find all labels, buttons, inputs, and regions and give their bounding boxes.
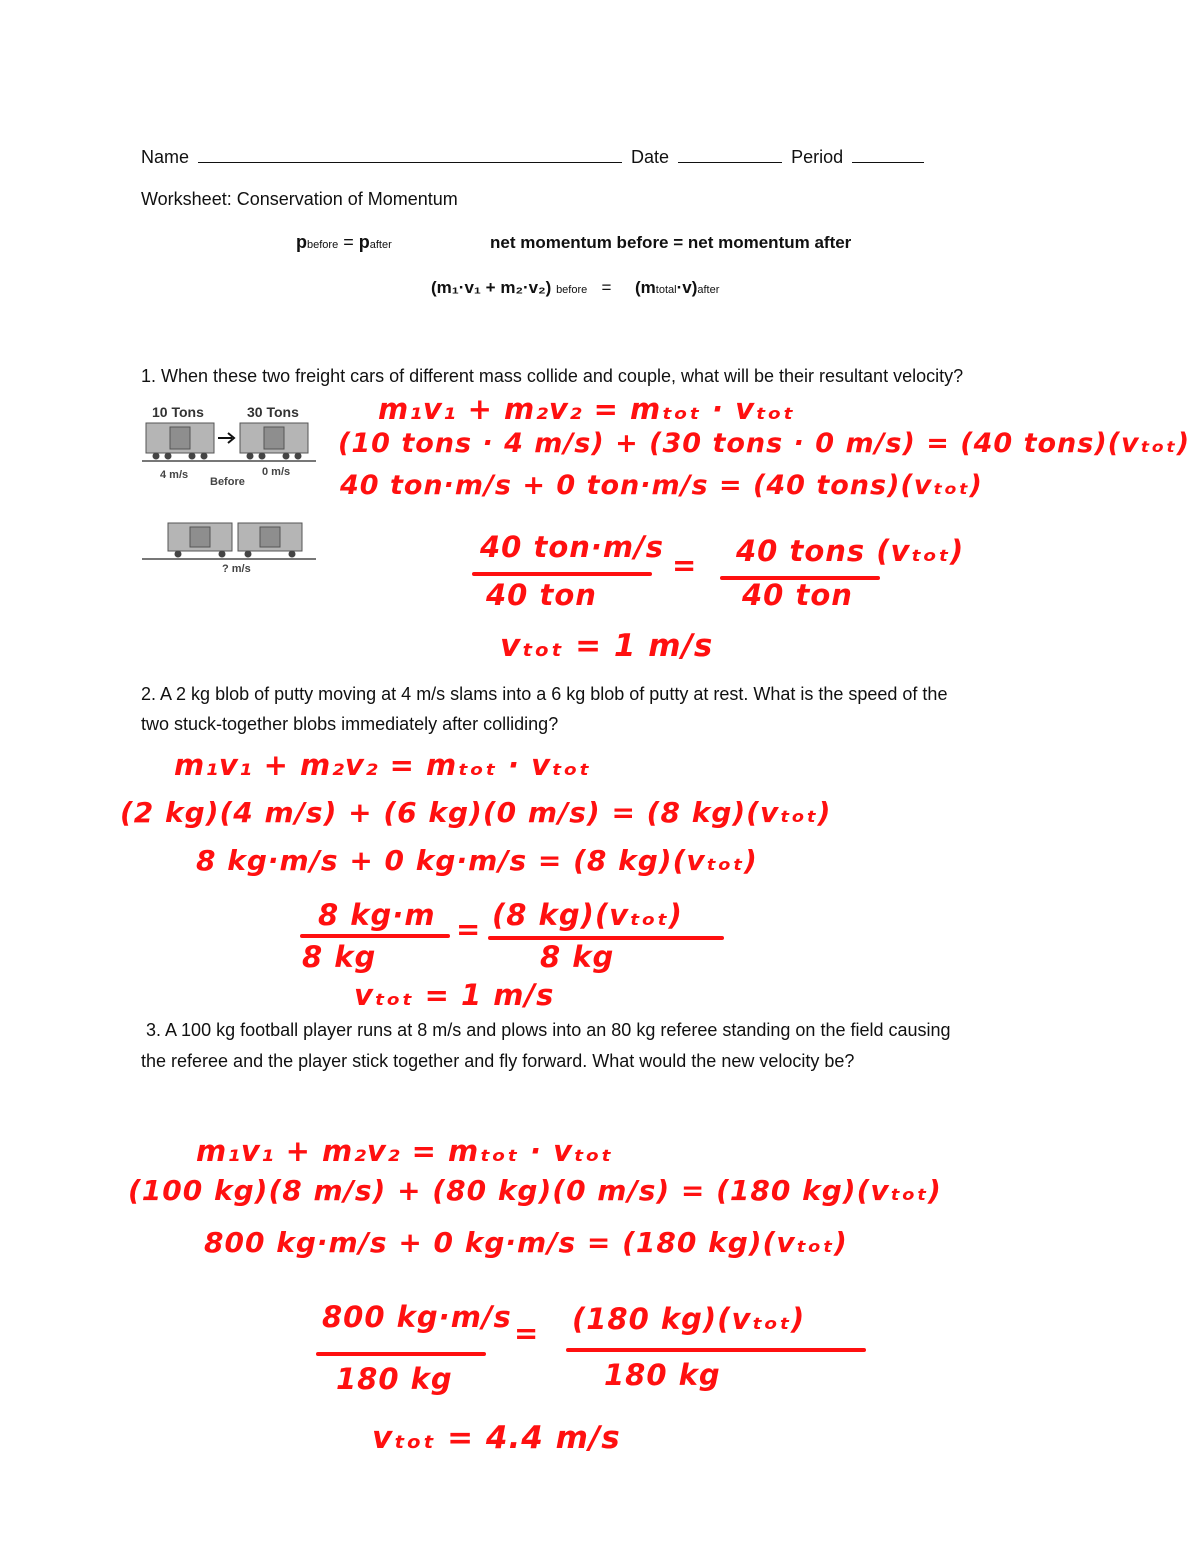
q1-work-line-3: 40 ton·m/s + 0 ton·m/s = (40 tons)(vₜₒₜ): [340, 470, 983, 501]
q2-work-line-1: m₁v₁ + m₂v₂ = mₜₒₜ · vₜₒₜ: [174, 748, 591, 782]
q2-fraction-right-denominator: 8 kg: [540, 940, 615, 974]
question-1: 1. When these two freight cars of different mass collide and couple, what will be their resultant velocity?: [141, 366, 964, 386]
q2-fraction-denominator: 8 kg: [302, 940, 377, 974]
q3-equals: =: [514, 1316, 540, 1350]
q3-fraction-numerator: 800 kg·m/s: [322, 1300, 512, 1334]
car2-mass-label: 30 Tons: [247, 404, 299, 420]
car2-speed-label: 0 m/s: [262, 466, 291, 478]
car2-before: [240, 423, 308, 460]
name-blank[interactable]: [198, 144, 622, 163]
q1-fraction-numerator: 40 ton·m/s: [480, 530, 664, 564]
q1-fraction-bar-left: [472, 572, 652, 576]
header-row: [141, 144, 928, 168]
q2-answer: vₜₒₜ = 1 m/s: [354, 978, 555, 1012]
q3-fraction-bar-left: [316, 1352, 486, 1356]
q2-fraction-numerator: 8 kg·m: [318, 898, 436, 932]
worksheet-title: Worksheet: Conservation of Momentum: [141, 189, 458, 209]
q1-answer: vₜₒₜ = 1 m/s: [500, 628, 714, 664]
equation-formula: (m₁·v₁ + m₂·v₂) before = (mtotal·v)after: [431, 278, 720, 297]
question-2-line-1: 2. A 2 kg blob of putty moving at 4 m/s slams into a 6 kg blob of putty at rest. What is the speed of the: [141, 684, 948, 704]
car1-speed-label: 4 m/s: [160, 469, 189, 481]
question-3-line-1: 3. A 100 kg football player runs at 8 m/s and plows into an 80 kg referee standing on the field causing: [146, 1020, 951, 1040]
q2-work-line-3: 8 kg·m/s + 0 kg·m/s = (8 kg)(vₜₒₜ): [196, 844, 758, 877]
date-label: Date: [631, 147, 670, 167]
q1-equals: =: [672, 548, 698, 582]
q2-fraction-bar-left: [300, 934, 450, 938]
equation-net-momentum: net momentum before = net momentum after: [490, 233, 852, 252]
name-label: Name: [141, 147, 190, 167]
q3-fraction-denominator: 180 kg: [336, 1362, 453, 1396]
q3-answer: vₜₒₜ = 4.4 m/s: [372, 1420, 621, 1456]
period-label: Period: [791, 147, 844, 167]
car1-before: [146, 423, 214, 460]
q2-work-line-2: (2 kg)(4 m/s) + (6 kg)(0 m/s) = (8 kg)(vₜₒₜ): [120, 796, 832, 829]
q1-fraction-right-numerator: 40 tons (vₜₒₜ): [736, 534, 965, 568]
q3-fraction-bar-right: [566, 1348, 866, 1352]
q2-fraction-right-numerator: (8 kg)(vₜₒₜ): [492, 898, 683, 932]
q3-fraction-right-numerator: (180 kg)(vₜₒₜ): [572, 1302, 806, 1336]
before-label: Before: [210, 476, 245, 488]
q3-work-line-1: m₁v₁ + m₂v₂ = mₜₒₜ · vₜₒₜ: [196, 1134, 613, 1168]
date-blank[interactable]: [678, 144, 782, 163]
period-blank[interactable]: [852, 144, 924, 163]
q1-work-line-1: m₁v₁ + m₂v₂ = mₜₒₜ · vₜₒₜ: [378, 392, 795, 426]
coupled-cars-after: [168, 523, 302, 558]
arrow-icon: [218, 433, 234, 443]
equation-p-conservation: pbefore = pafter: [296, 232, 392, 252]
freight-cars-diagram: [140, 398, 318, 576]
question-2-line-2: two stuck-together blobs immediately after colliding?: [141, 714, 559, 734]
q1-work-line-2: (10 tons · 4 m/s) + (30 tons · 0 m/s) = (40 tons)(vₜₒₜ): [338, 428, 1191, 459]
q3-work-line-3: 800 kg·m/s + 0 kg·m/s = (180 kg)(vₜₒₜ): [204, 1226, 848, 1259]
question-3-line-2: the referee and the player stick together and fly forward. What would the new velocity be?: [141, 1051, 855, 1071]
q3-work-line-2: (100 kg)(8 m/s) + (80 kg)(0 m/s) = (180 kg)(vₜₒₜ): [128, 1174, 942, 1207]
q1-fraction-right-denominator: 40 ton: [742, 578, 853, 612]
car1-mass-label: 10 Tons: [152, 404, 204, 420]
q3-fraction-right-denominator: 180 kg: [604, 1358, 721, 1392]
after-speed-label: ? m/s: [222, 563, 251, 575]
q1-fraction-denominator: 40 ton: [486, 578, 597, 612]
q2-equals: =: [456, 912, 482, 946]
